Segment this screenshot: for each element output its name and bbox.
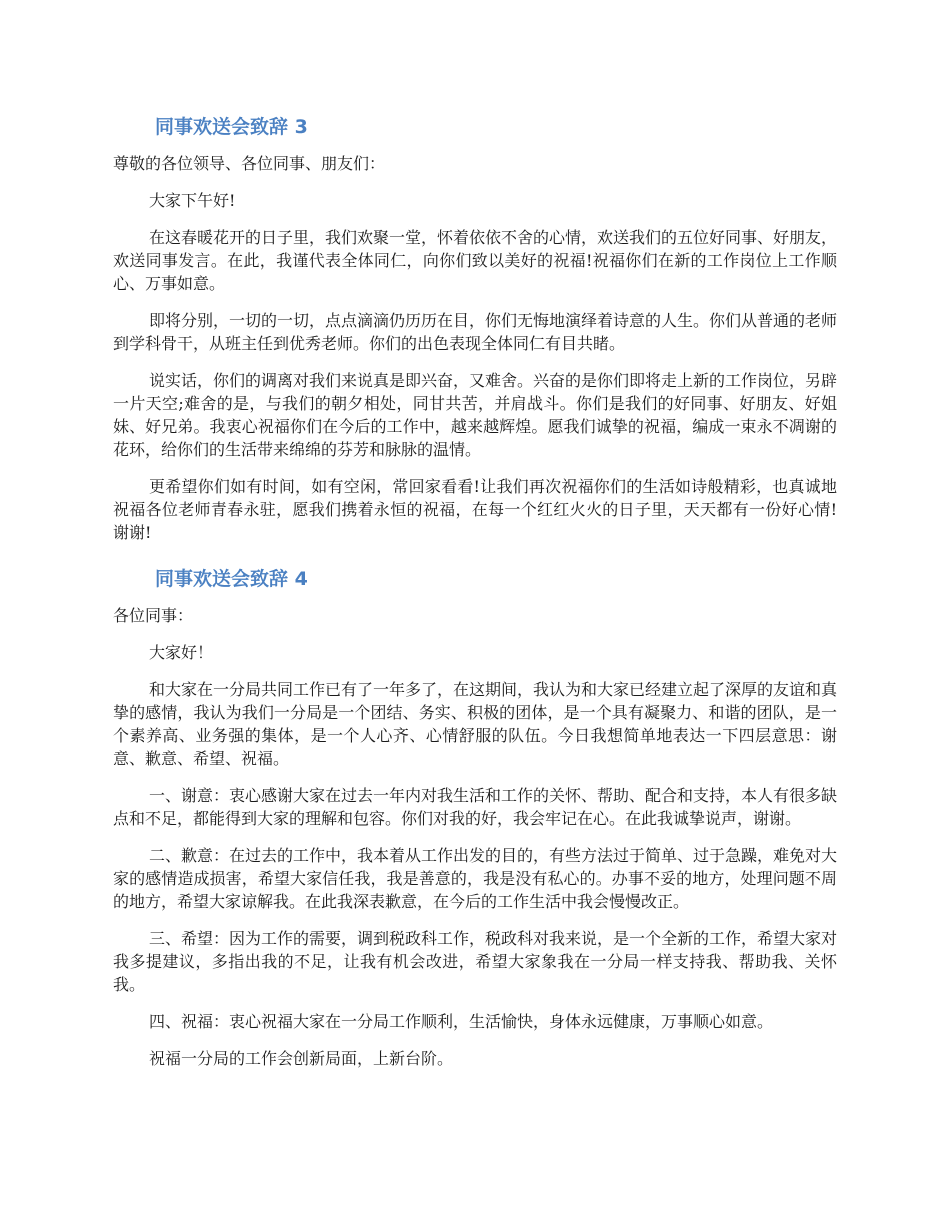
greeting: 尊敬的各位领导、各位同事、朋友们：	[113, 154, 386, 173]
paragraph: 一、谢意：衷心感谢大家在过去一年内对我生活和工作的关怀、帮助、配合和支持，本人有很多缺点和不足，都能得到大家的理解和包容。你们对我的好，我会牢记在心。在此我诚挚说声，谢谢。	[113, 786, 838, 828]
paragraph: 三、希望：因为工作的需要，调到税政科工作，税政科对我来说，是一个全新的工作，希望大家对我多提建议，多指出我的不足，让我有机会改进，希望大家象我在一分局一样支持我、帮助我、关怀我。	[113, 929, 838, 994]
paragraph: 说实话，你们的调离对我们来说真是即兴奋，又难舍。兴奋的是你们即将走上新的工作岗位，另辟一片天空;难舍的是，与我们的朝夕相处，同甘共苦，并肩战斗。你们是我们的好同事、好朋友、好姐妹、好兄弟。我衷心祝福你们在今后的工作中，越来越辉煌。愿我们诚挚的祝福，编成一束永不凋谢的花环，给你们的生活带来绵绵的芬芳和脉脉的温情。	[113, 371, 838, 459]
paragraph: 和大家在一分局共同工作已有了一年多了，在这期间，我认为和大家已经建立起了深厚的友谊和真挚的感情，我认为我们一分局是一个团结、务实、积极的团体，是一个具有凝聚力、和谐的团队，是一个素养高、业务强的集体，是一个人心齐、心情舒服的队伍。今日我想简单地表达一下四层意思：谢意、歉意、希望、祝福。	[113, 680, 838, 768]
paragraph: 大家好！	[149, 643, 214, 662]
section-heading: 同事欢送会致辞 4	[155, 568, 308, 590]
paragraph: 四、祝福：衷心祝福大家在一分局工作顺利，生活愉快，身体永远健康，万事顺心如意。	[149, 1012, 774, 1031]
greeting: 各位同事：	[113, 606, 194, 625]
paragraph: 大家下午好!	[149, 191, 236, 210]
paragraph: 即将分别，一切的一切，点点滴滴仍历历在目，你们无悔地演绎着诗意的人生。你们从普通的老师到学科骨干，从班主任到优秀老师。你们的出色表现全体同仁有目共睹。	[113, 311, 838, 353]
section-speech-4	[113, 564, 837, 1084]
paragraph: 二、歉意：在过去的工作中，我本着从工作出发的目的，有些方法过于简单、过于急躁，难免对大家的感情造成损害，希望大家信任我，我是善意的，我是没有私心的。办事不妥的地方，处理问题不周的地方，希望大家谅解我。在此我深表歉意，在今后的工作生活中我会慢慢改正。	[113, 846, 838, 911]
paragraph: 祝福一分局的工作会创新局面，上新台阶。	[149, 1049, 454, 1068]
section-heading: 同事欢送会致辞 3	[155, 116, 308, 138]
paragraph: 在这春暖花开的日子里，我们欢聚一堂，怀着依依不舍的心情，欢送我们的五位好同事、好朋友，欢送同事发言。在此，我谨代表全体同仁，向你们致以美好的祝福!祝福你们在新的工作岗位上工作顺心、万事如意。	[113, 228, 838, 293]
paragraph: 更希望你们如有时间，如有空闲，常回家看看!让我们再次祝福你们的生活如诗般精彩，也真诚地祝福各位老师青春永驻，愿我们携着永恒的祝福，在每一个红红火火的日子里，天天都有一份好心情!谢谢!	[113, 477, 837, 542]
section-speech-3	[113, 112, 837, 558]
